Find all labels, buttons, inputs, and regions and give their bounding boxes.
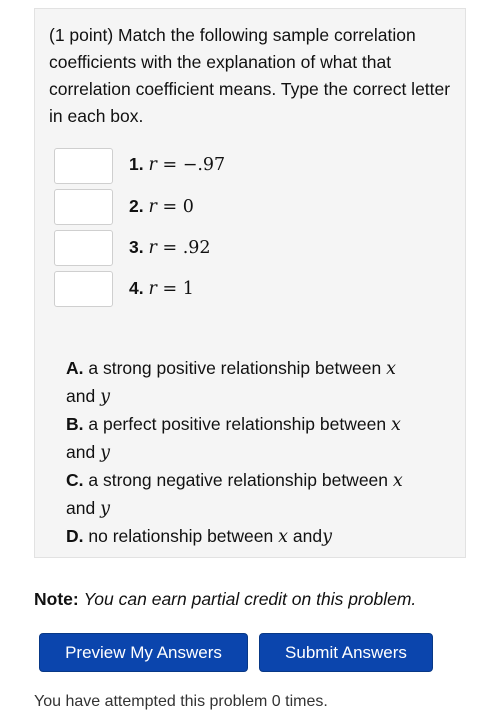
- item-math: r = 0: [148, 197, 194, 217]
- item-number: 3.: [129, 237, 144, 257]
- option-b: B. a perfect positive relationship between x and y: [66, 414, 401, 463]
- problem-prompt: (1 point) Match the following sample correlation coefficients with the explanation of what that correlation coefficient means. Type the correct letter in each box.: [49, 25, 451, 126]
- item-number: 2.: [129, 196, 144, 216]
- item-1: [129, 154, 225, 175]
- item-4: [129, 278, 194, 299]
- item-number: 4.: [129, 278, 144, 298]
- partial-credit-note: [34, 589, 416, 610]
- item-3: [129, 237, 211, 258]
- option-a: A. a strong positive relationship between x and y: [66, 358, 396, 407]
- attempts-text: You have attempted this problem 0 times.: [34, 693, 328, 710]
- answer-box-4[interactable]: [54, 271, 113, 307]
- options-list: [66, 355, 456, 551]
- problem-panel: [34, 8, 466, 558]
- submit-answers-button[interactable]: Submit Answers: [259, 633, 433, 672]
- answer-box-1[interactable]: [54, 148, 113, 184]
- option-d: D. no relationship between x andy: [66, 526, 332, 547]
- item-2: [129, 196, 194, 217]
- option-c: C. a strong negative relationship between x and y: [66, 470, 403, 519]
- note-label: Note:: [34, 589, 79, 609]
- item-number: 1.: [129, 154, 144, 174]
- preview-answers-button[interactable]: Preview My Answers: [39, 633, 248, 672]
- item-math: r = 1: [148, 279, 194, 299]
- item-math: r = .92: [148, 238, 211, 258]
- answer-box-3[interactable]: [54, 230, 113, 266]
- answer-box-2[interactable]: [54, 189, 113, 225]
- item-math: r = −.97: [148, 155, 226, 175]
- note-text: You can earn partial credit on this problem.: [83, 589, 417, 609]
